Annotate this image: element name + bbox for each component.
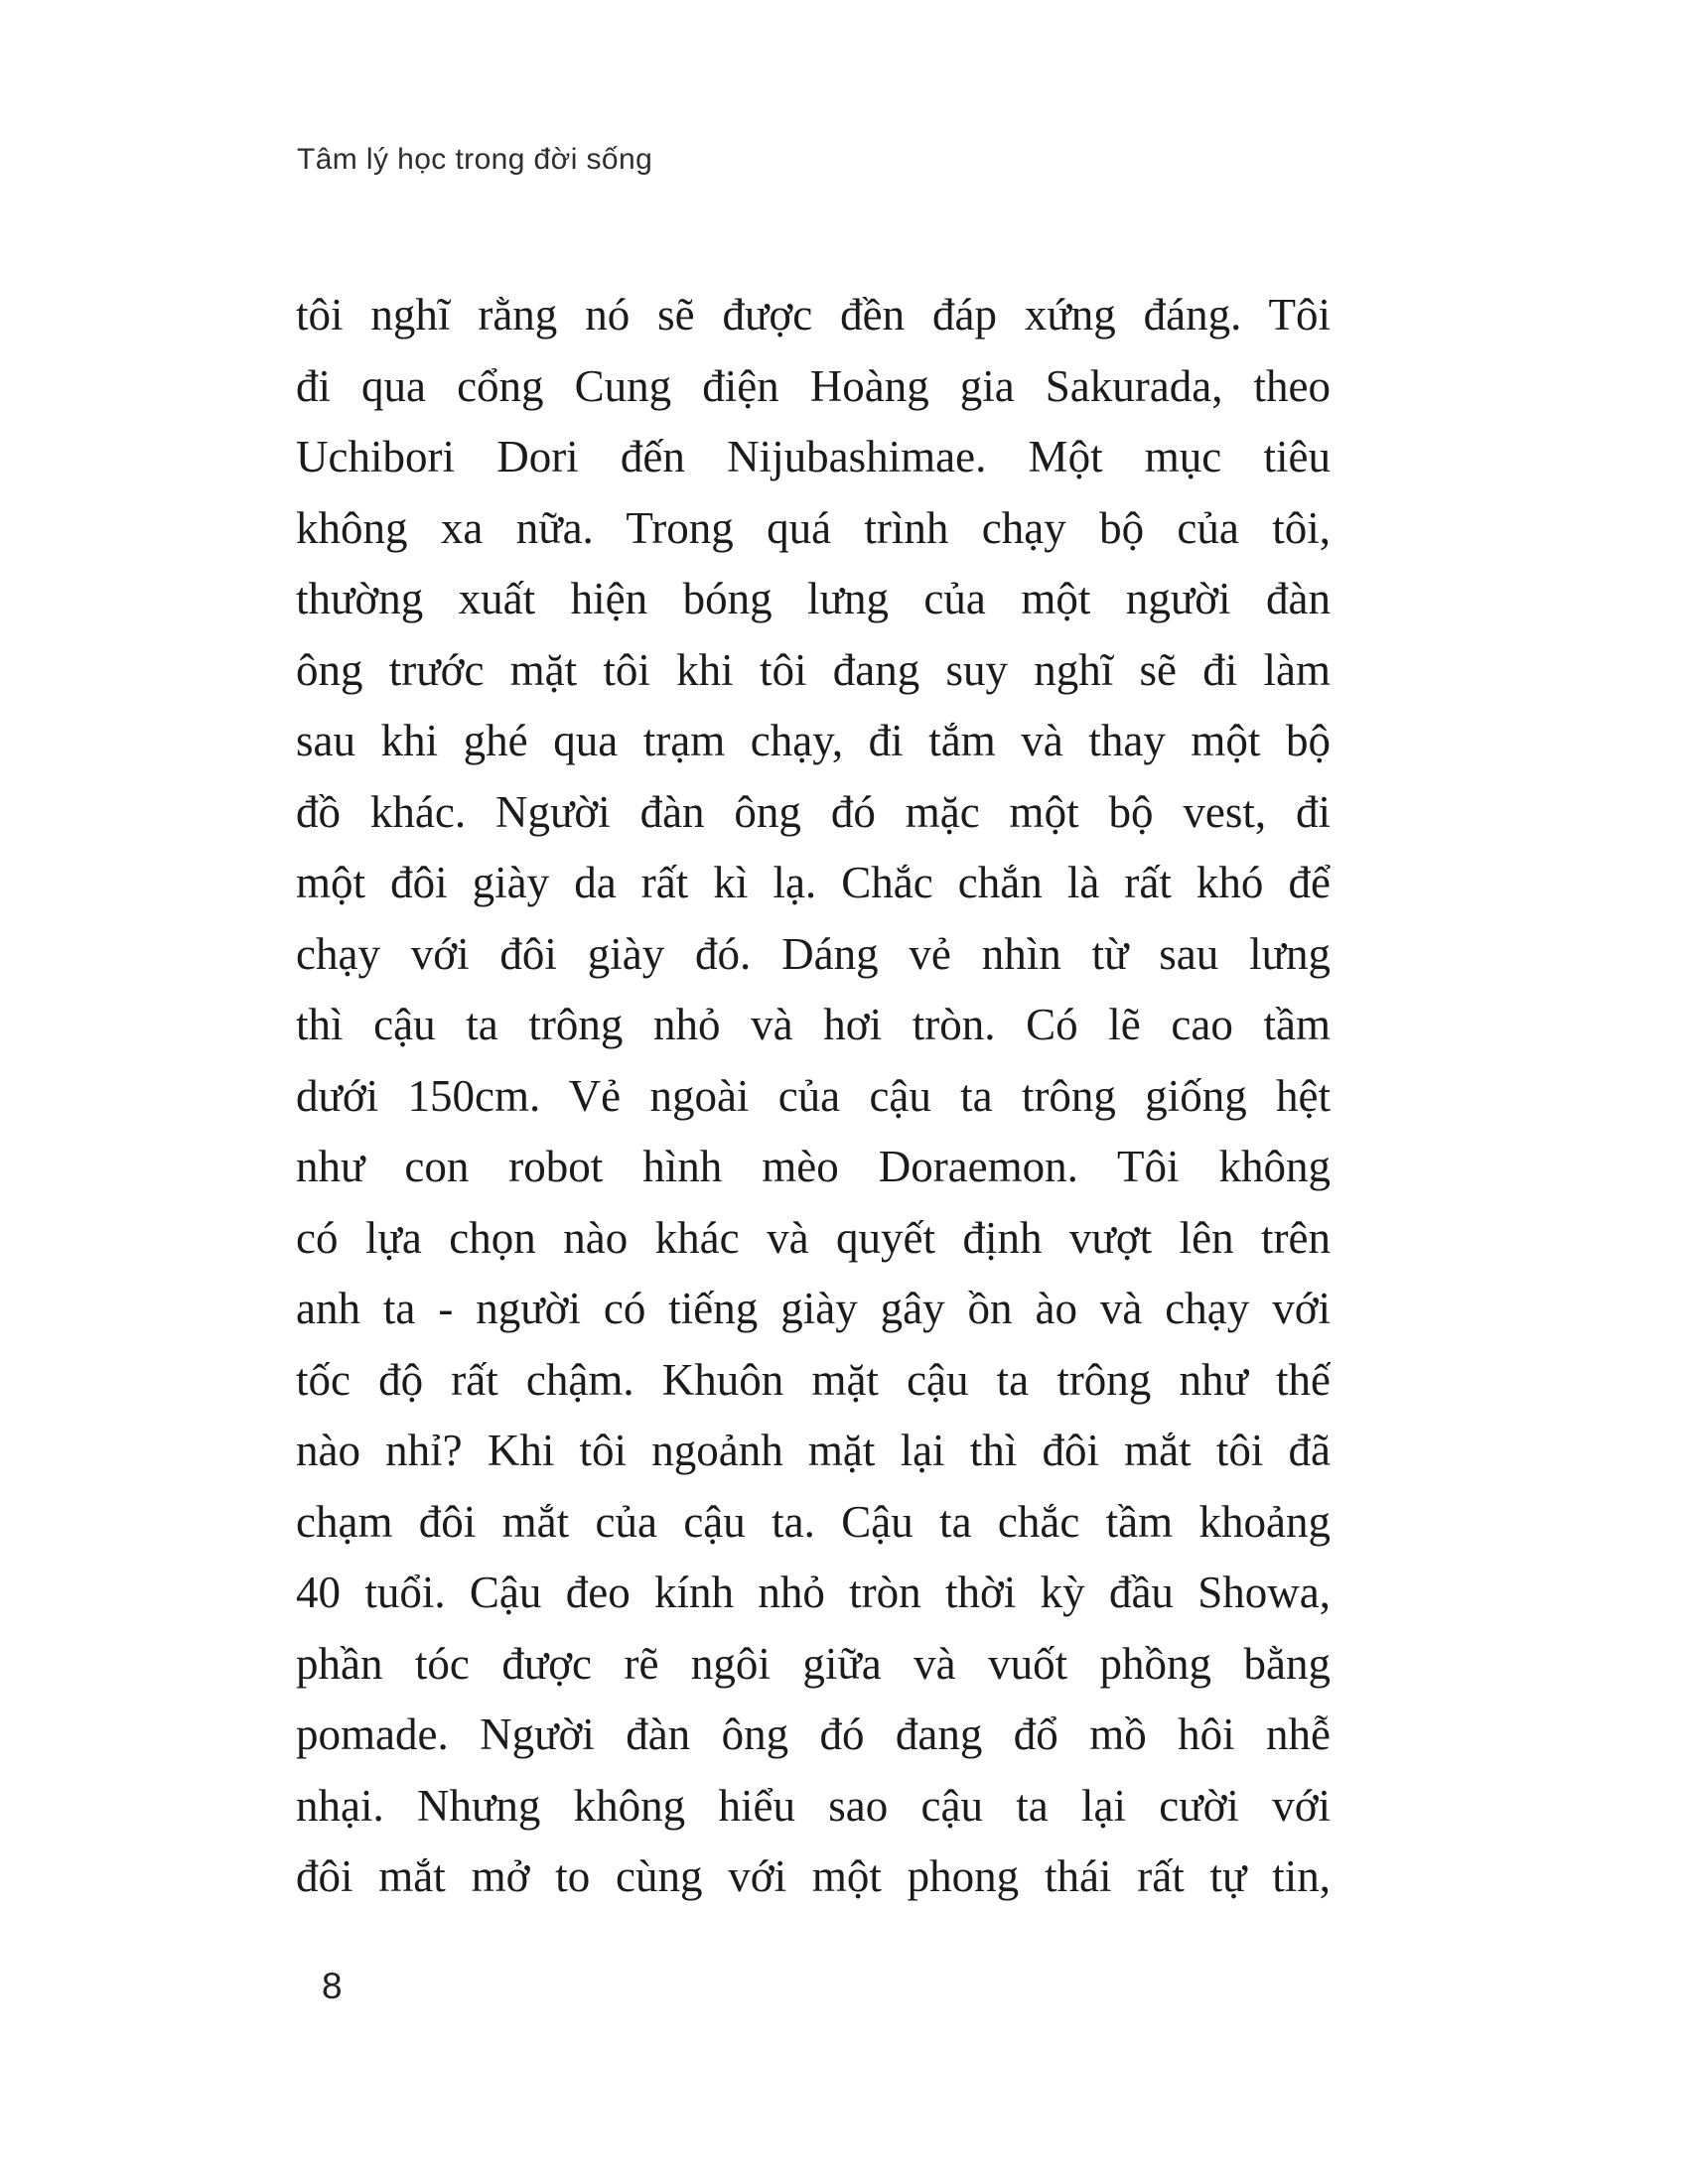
- body-line: nhại. Nhưng không hiểu sao cậu ta lại cười với: [296, 1780, 1331, 1831]
- body-line: thì cậu ta trông nhỏ và hơi tròn. Có lẽ cao tầm: [296, 1000, 1331, 1049]
- page-number: 8: [322, 1966, 343, 2006]
- running-header: Tâm lý học trong đời sống: [297, 143, 653, 176]
- body-line: ông trước mặt tôi khi tôi đang suy nghĩ sẽ đi làm: [296, 644, 1331, 695]
- body-text: [296, 280, 1331, 1913]
- body-line: một đôi giày da rất kì lạ. Chắc chắn là rất khó để: [296, 858, 1331, 907]
- body-line: đi qua cổng Cung điện Hoàng gia Sakurada, theo: [296, 360, 1331, 411]
- body-line: 40 tuổi. Cậu đeo kính nhỏ tròn thời kỳ đầu Showa,: [296, 1568, 1331, 1617]
- body-line: anh ta - người có tiếng giày gây ồn ào và chạy với: [296, 1284, 1331, 1333]
- body-line: chạy với đôi giày đó. Dáng vẻ nhìn từ sau lưng: [296, 928, 1331, 979]
- body-line: không xa nữa. Trong quá trình chạy bộ của tôi,: [296, 502, 1331, 553]
- body-line: như con robot hình mèo Doraemon. Tôi không: [296, 1142, 1331, 1191]
- body-line: tốc độ rất chậm. Khuôn mặt cậu ta trông như thế: [296, 1354, 1331, 1405]
- body-line: tôi nghĩ rằng nó sẽ được đền đáp xứng đáng. Tôi: [296, 290, 1331, 340]
- body-line: có lựa chọn nào khác và quyết định vượt lên trên: [296, 1212, 1331, 1263]
- body-line: đôi mắt mở to cùng với một phong thái rất tự tin,: [296, 1851, 1331, 1901]
- body-line: dưới 150cm. Vẻ ngoài của cậu ta trông giống hệt: [296, 1070, 1331, 1121]
- body-line: Uchibori Dori đến Nijubashimae. Một mục tiêu: [296, 432, 1331, 481]
- body-line: nào nhỉ? Khi tôi ngoảnh mặt lại thì đôi mắt tôi đã: [296, 1426, 1331, 1475]
- body-line: chạm đôi mắt của cậu ta. Cậu ta chắc tầm khoảng: [296, 1496, 1331, 1547]
- body-line: thường xuất hiện bóng lưng của một người đàn: [296, 574, 1331, 623]
- body-line: pomade. Người đàn ông đó đang đổ mồ hôi nhễ: [296, 1709, 1331, 1759]
- body-line: phần tóc được rẽ ngôi giữa và vuốt phồng bằng: [296, 1638, 1331, 1689]
- body-line: sau khi ghé qua trạm chạy, đi tắm và thay một bộ: [296, 716, 1331, 765]
- body-line: đồ khác. Người đàn ông đó mặc một bộ vest, đi: [296, 786, 1331, 837]
